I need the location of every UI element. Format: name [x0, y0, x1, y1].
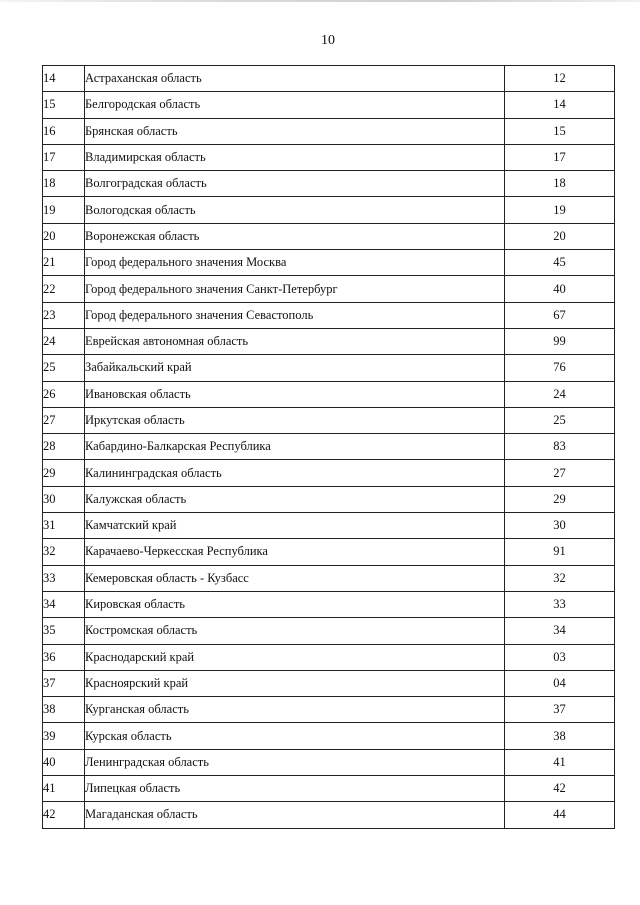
row-number-cell: 39 [43, 723, 85, 749]
row-number-cell: 20 [43, 223, 85, 249]
region-code-cell: 24 [505, 381, 615, 407]
region-code-cell: 42 [505, 776, 615, 802]
row-number-cell: 21 [43, 250, 85, 276]
row-number-cell: 15 [43, 92, 85, 118]
region-name-cell: Белгородская область [85, 92, 505, 118]
region-code-cell: 18 [505, 171, 615, 197]
table-row [43, 749, 615, 775]
region-name-cell: Воронежская область [85, 223, 505, 249]
region-name-cell: Ивановская область [85, 381, 505, 407]
region-name-cell: Курганская область [85, 697, 505, 723]
table-row [43, 250, 615, 276]
table-row [43, 644, 615, 670]
regions-table-body [43, 66, 615, 829]
region-code-cell: 33 [505, 591, 615, 617]
table-row [43, 355, 615, 381]
region-name-cell: Еврейская автономная область [85, 328, 505, 354]
region-name-cell: Владимирская область [85, 144, 505, 170]
row-number-cell: 30 [43, 486, 85, 512]
row-number-cell: 40 [43, 749, 85, 775]
region-code-cell: 29 [505, 486, 615, 512]
scan-edge [0, 0, 640, 2]
region-name-cell: Иркутская область [85, 407, 505, 433]
table-row [43, 66, 615, 92]
row-number-cell: 28 [43, 434, 85, 460]
row-number-cell: 14 [43, 66, 85, 92]
region-code-cell: 32 [505, 565, 615, 591]
row-number-cell: 32 [43, 539, 85, 565]
page-number: 10 [321, 33, 335, 48]
region-name-cell: Астраханская область [85, 66, 505, 92]
row-number-cell: 31 [43, 513, 85, 539]
region-code-cell: 76 [505, 355, 615, 381]
region-code-cell: 41 [505, 749, 615, 775]
table-row [43, 92, 615, 118]
table-row [43, 486, 615, 512]
region-name-cell: Карачаево-Черкесская Республика [85, 539, 505, 565]
table-row [43, 223, 615, 249]
region-code-cell: 67 [505, 302, 615, 328]
region-code-cell: 34 [505, 618, 615, 644]
table-row [43, 723, 615, 749]
region-code-cell: 44 [505, 802, 615, 828]
region-code-cell: 37 [505, 697, 615, 723]
regions-table [42, 65, 615, 829]
region-name-cell: Город федерального значения Москва [85, 250, 505, 276]
region-code-cell: 15 [505, 118, 615, 144]
table-row [43, 460, 615, 486]
region-code-cell: 38 [505, 723, 615, 749]
region-name-cell: Камчатский край [85, 513, 505, 539]
region-name-cell: Брянская область [85, 118, 505, 144]
region-code-cell: 17 [505, 144, 615, 170]
row-number-cell: 36 [43, 644, 85, 670]
region-code-cell: 30 [505, 513, 615, 539]
region-code-cell: 45 [505, 250, 615, 276]
table-row [43, 697, 615, 723]
row-number-cell: 22 [43, 276, 85, 302]
table-row [43, 171, 615, 197]
table-row [43, 381, 615, 407]
region-code-cell: 20 [505, 223, 615, 249]
region-code-cell: 04 [505, 670, 615, 696]
region-code-cell: 25 [505, 407, 615, 433]
region-name-cell: Красноярский край [85, 670, 505, 696]
row-number-cell: 19 [43, 197, 85, 223]
region-code-cell: 27 [505, 460, 615, 486]
table-row [43, 434, 615, 460]
region-name-cell: Город федерального значения Севастополь [85, 302, 505, 328]
row-number-cell: 27 [43, 407, 85, 433]
row-number-cell: 23 [43, 302, 85, 328]
region-name-cell: Ленинградская область [85, 749, 505, 775]
table-row [43, 618, 615, 644]
table-row [43, 328, 615, 354]
region-name-cell: Волгоградская область [85, 171, 505, 197]
row-number-cell: 24 [43, 328, 85, 354]
region-code-cell: 40 [505, 276, 615, 302]
row-number-cell: 17 [43, 144, 85, 170]
row-number-cell: 41 [43, 776, 85, 802]
row-number-cell: 16 [43, 118, 85, 144]
region-code-cell: 19 [505, 197, 615, 223]
row-number-cell: 34 [43, 591, 85, 617]
region-code-cell: 83 [505, 434, 615, 460]
region-name-cell: Магаданская область [85, 802, 505, 828]
region-name-cell: Кировская область [85, 591, 505, 617]
region-code-cell: 12 [505, 66, 615, 92]
region-name-cell: Краснодарский край [85, 644, 505, 670]
region-name-cell: Город федерального значения Санкт-Петербург [85, 276, 505, 302]
region-code-cell: 91 [505, 539, 615, 565]
row-number-cell: 33 [43, 565, 85, 591]
row-number-cell: 29 [43, 460, 85, 486]
region-name-cell: Забайкальский край [85, 355, 505, 381]
table-row [43, 197, 615, 223]
row-number-cell: 37 [43, 670, 85, 696]
region-code-cell: 03 [505, 644, 615, 670]
row-number-cell: 38 [43, 697, 85, 723]
table-row [43, 776, 615, 802]
region-name-cell: Калужская область [85, 486, 505, 512]
region-name-cell: Липецкая область [85, 776, 505, 802]
row-number-cell: 42 [43, 802, 85, 828]
region-name-cell: Калининградская область [85, 460, 505, 486]
table-row [43, 802, 615, 828]
table-row [43, 144, 615, 170]
table-row [43, 513, 615, 539]
region-code-cell: 14 [505, 92, 615, 118]
region-name-cell: Вологодская область [85, 197, 505, 223]
table-row [43, 539, 615, 565]
region-code-cell: 99 [505, 328, 615, 354]
table-row [43, 302, 615, 328]
row-number-cell: 26 [43, 381, 85, 407]
region-name-cell: Кабардино-Балкарская Республика [85, 434, 505, 460]
table-row [43, 276, 615, 302]
table-row [43, 407, 615, 433]
row-number-cell: 18 [43, 171, 85, 197]
row-number-cell: 25 [43, 355, 85, 381]
region-name-cell: Кемеровская область - Кузбасс [85, 565, 505, 591]
region-name-cell: Курская область [85, 723, 505, 749]
table-row [43, 591, 615, 617]
table-row [43, 670, 615, 696]
region-name-cell: Костромская область [85, 618, 505, 644]
table-row [43, 565, 615, 591]
row-number-cell: 35 [43, 618, 85, 644]
table-row [43, 118, 615, 144]
